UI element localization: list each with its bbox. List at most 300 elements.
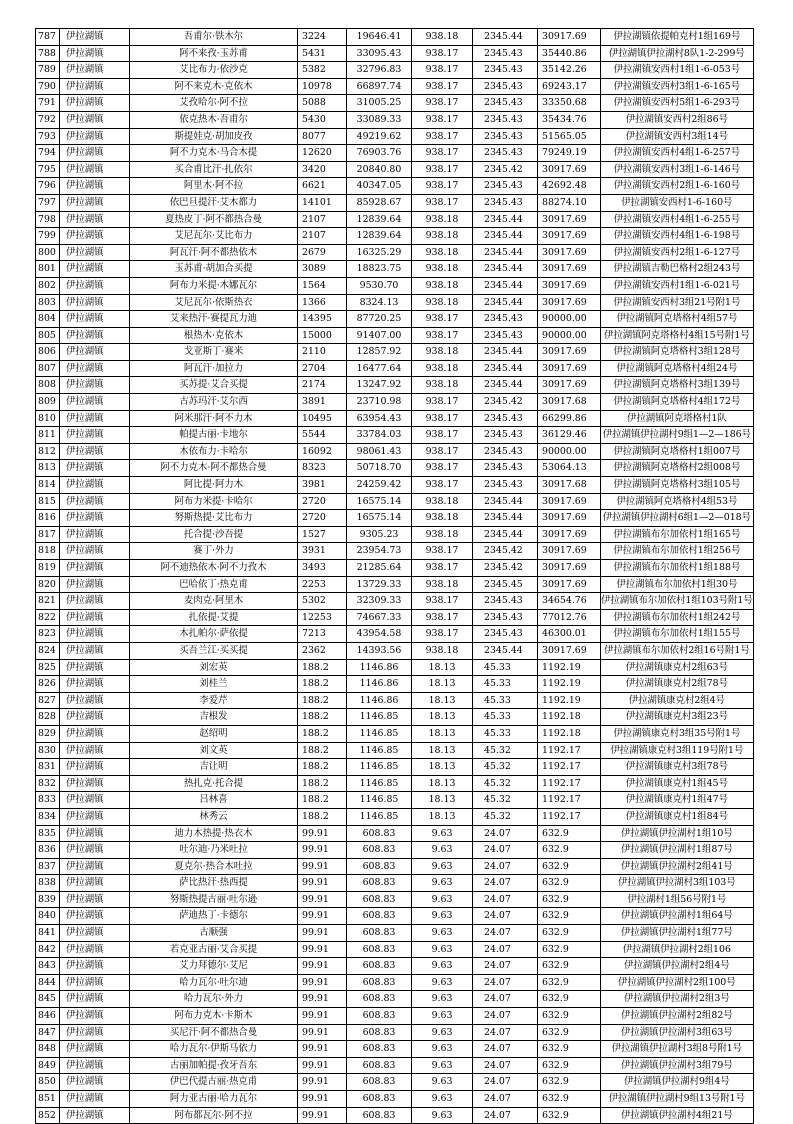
total-amount-cell: 30917.69 <box>538 493 601 510</box>
total-amount-cell: 30917.69 <box>538 244 601 261</box>
person-name-cell: 戈亚斯丁·赛米 <box>130 344 298 361</box>
table-row <box>36 45 754 62</box>
person-name-cell: 买合甫比汗·扎依尔 <box>130 161 298 178</box>
address-cell: 伊拉湖镇伊拉湖村3组8号附1号 <box>601 1041 754 1058</box>
person-name-cell: 古苏玛汗·艾尔西 <box>130 394 298 411</box>
row-number-cell: 815 <box>36 493 60 510</box>
town-name-cell: 伊拉湖镇 <box>60 742 130 759</box>
amount-3-cell: 2345.42 <box>473 161 538 178</box>
row-number-cell: 838 <box>36 875 60 892</box>
amount-2-cell: 938.17 <box>412 161 473 178</box>
total-amount-cell: 77012.76 <box>538 609 601 626</box>
total-amount-cell: 34654.76 <box>538 593 601 610</box>
area-value-cell: 188.2 <box>298 792 347 809</box>
amount-3-cell: 2345.44 <box>473 294 538 311</box>
total-amount-cell: 632.9 <box>538 958 601 975</box>
amount-1-cell: 74667.33 <box>347 609 412 626</box>
area-value-cell: 188.2 <box>298 742 347 759</box>
amount-1-cell: 98061.43 <box>347 443 412 460</box>
amount-2-cell: 938.17 <box>412 62 473 79</box>
amount-1-cell: 608.83 <box>347 925 412 942</box>
person-name-cell: 艾孜哈尔·阿不拉 <box>130 95 298 112</box>
area-value-cell: 3891 <box>298 394 347 411</box>
table-row <box>36 792 754 809</box>
area-value-cell: 2720 <box>298 493 347 510</box>
table-row <box>36 244 754 261</box>
amount-3-cell: 45.33 <box>473 692 538 709</box>
row-number-cell: 808 <box>36 377 60 394</box>
person-name-cell: 萨迪热丁·卡德尔 <box>130 908 298 925</box>
total-amount-cell: 30917.68 <box>538 477 601 494</box>
row-number-cell: 793 <box>36 128 60 145</box>
town-name-cell: 伊拉湖镇 <box>60 676 130 693</box>
row-number-cell: 827 <box>36 692 60 709</box>
amount-2-cell: 9.63 <box>412 974 473 991</box>
amount-3-cell: 2345.44 <box>473 29 538 46</box>
table-row <box>36 576 754 593</box>
amount-1-cell: 608.83 <box>347 891 412 908</box>
area-value-cell: 1366 <box>298 294 347 311</box>
area-value-cell: 12620 <box>298 145 347 162</box>
table-row <box>36 443 754 460</box>
address-cell: 伊拉湖镇安西村4组1-6-257号 <box>601 145 754 162</box>
area-value-cell: 188.2 <box>298 775 347 792</box>
area-value-cell: 10978 <box>298 78 347 95</box>
amount-2-cell: 938.17 <box>412 394 473 411</box>
person-name-cell: 根热木·克依木 <box>130 327 298 344</box>
amount-2-cell: 18.13 <box>412 659 473 676</box>
address-cell: 伊拉湖镇布尔加依村1组165号 <box>601 526 754 543</box>
amount-1-cell: 13729.33 <box>347 576 412 593</box>
amount-3-cell: 2345.44 <box>473 344 538 361</box>
table-row <box>36 128 754 145</box>
person-name-cell: 刘宏英 <box>130 659 298 676</box>
table-row <box>36 178 754 195</box>
address-cell: 伊拉湖镇伊拉湖村1组87号 <box>601 842 754 859</box>
amount-2-cell: 18.13 <box>412 759 473 776</box>
table-row <box>36 925 754 942</box>
row-number-cell: 819 <box>36 560 60 577</box>
row-number-cell: 791 <box>36 95 60 112</box>
address-cell: 伊拉湖镇康克村2组78号 <box>601 676 754 693</box>
table-row <box>36 228 754 245</box>
person-name-cell: 帕提古丽·卡地尔 <box>130 427 298 444</box>
person-name-cell: 阿不力克木·阿不都热合曼 <box>130 460 298 477</box>
row-number-cell: 841 <box>36 925 60 942</box>
area-value-cell: 15000 <box>298 327 347 344</box>
amount-2-cell: 938.18 <box>412 244 473 261</box>
amount-3-cell: 24.07 <box>473 1057 538 1074</box>
address-cell: 伊拉湖镇布尔加依村1组242号 <box>601 609 754 626</box>
table-row <box>36 327 754 344</box>
table-row <box>36 1074 754 1091</box>
person-name-cell: 若克亚古丽·艾合买提 <box>130 941 298 958</box>
amount-3-cell: 2345.43 <box>473 593 538 610</box>
amount-2-cell: 938.18 <box>412 29 473 46</box>
amount-2-cell: 938.17 <box>412 128 473 145</box>
amount-2-cell: 938.17 <box>412 311 473 328</box>
person-name-cell: 阿力亚古丽·哈力瓦尔 <box>130 1091 298 1108</box>
amount-2-cell: 9.63 <box>412 842 473 859</box>
amount-2-cell: 18.13 <box>412 725 473 742</box>
table-row <box>36 78 754 95</box>
area-value-cell: 2679 <box>298 244 347 261</box>
table-row <box>36 858 754 875</box>
row-number-cell: 818 <box>36 543 60 560</box>
table-row <box>36 842 754 859</box>
area-value-cell: 188.2 <box>298 808 347 825</box>
person-name-cell: 阿不来孜·玉苏甫 <box>130 45 298 62</box>
total-amount-cell: 30917.69 <box>538 510 601 527</box>
total-amount-cell: 632.9 <box>538 974 601 991</box>
total-amount-cell: 51565.05 <box>538 128 601 145</box>
amount-2-cell: 9.63 <box>412 941 473 958</box>
amount-2-cell: 938.18 <box>412 211 473 228</box>
row-number-cell: 828 <box>36 709 60 726</box>
town-name-cell: 伊拉湖镇 <box>60 311 130 328</box>
row-number-cell: 840 <box>36 908 60 925</box>
area-value-cell: 188.2 <box>298 725 347 742</box>
table-row <box>36 477 754 494</box>
table-row <box>36 460 754 477</box>
amount-3-cell: 2345.43 <box>473 78 538 95</box>
address-cell: 伊拉湖镇安西村3组21号附1号 <box>601 294 754 311</box>
amount-3-cell: 45.33 <box>473 725 538 742</box>
person-name-cell: 吾甫尔·铁木尔 <box>130 29 298 46</box>
amount-3-cell: 2345.45 <box>473 576 538 593</box>
amount-2-cell: 938.17 <box>412 95 473 112</box>
amount-3-cell: 45.33 <box>473 676 538 693</box>
table-row <box>36 742 754 759</box>
address-cell: 伊拉湖镇伊拉湖村3组79号 <box>601 1057 754 1074</box>
amount-3-cell: 24.07 <box>473 858 538 875</box>
amount-3-cell: 2345.44 <box>473 228 538 245</box>
table-row <box>36 344 754 361</box>
table-row <box>36 1057 754 1074</box>
person-name-cell: 林秀云 <box>130 808 298 825</box>
total-amount-cell: 632.9 <box>538 875 601 892</box>
area-value-cell: 99.91 <box>298 891 347 908</box>
amount-1-cell: 19646.41 <box>347 29 412 46</box>
person-name-cell: 赵绍明 <box>130 725 298 742</box>
amount-2-cell: 938.17 <box>412 543 473 560</box>
amount-3-cell: 2345.43 <box>473 95 538 112</box>
amount-1-cell: 608.83 <box>347 1024 412 1041</box>
person-name-cell: 阿布力米提·木娜瓦尔 <box>130 277 298 294</box>
total-amount-cell: 632.9 <box>538 1091 601 1108</box>
amount-1-cell: 33784.03 <box>347 427 412 444</box>
town-name-cell: 伊拉湖镇 <box>60 808 130 825</box>
table-row <box>36 311 754 328</box>
amount-2-cell: 9.63 <box>412 891 473 908</box>
total-amount-cell: 1192.18 <box>538 725 601 742</box>
area-value-cell: 5431 <box>298 45 347 62</box>
amount-2-cell: 18.13 <box>412 676 473 693</box>
person-name-cell: 阿里木·阿不拉 <box>130 178 298 195</box>
amount-1-cell: 33089.33 <box>347 111 412 128</box>
town-name-cell: 伊拉湖镇 <box>60 1057 130 1074</box>
total-amount-cell: 30917.69 <box>538 526 601 543</box>
row-number-cell: 825 <box>36 659 60 676</box>
amount-2-cell: 9.63 <box>412 1074 473 1091</box>
amount-1-cell: 8324.13 <box>347 294 412 311</box>
person-name-cell: 斯提娃克·胡加皮孜 <box>130 128 298 145</box>
town-name-cell: 伊拉湖镇 <box>60 211 130 228</box>
person-name-cell: 阿布力米提·卡哈尔 <box>130 493 298 510</box>
area-value-cell: 1564 <box>298 277 347 294</box>
total-amount-cell: 30917.69 <box>538 576 601 593</box>
town-name-cell: 伊拉湖镇 <box>60 360 130 377</box>
total-amount-cell: 632.9 <box>538 908 601 925</box>
area-value-cell: 99.91 <box>298 1107 347 1124</box>
person-name-cell: 热扎克·托合提 <box>130 775 298 792</box>
amount-1-cell: 33095.43 <box>347 45 412 62</box>
total-amount-cell: 42692.48 <box>538 178 601 195</box>
amount-2-cell: 9.63 <box>412 825 473 842</box>
area-value-cell: 3420 <box>298 161 347 178</box>
table-row <box>36 377 754 394</box>
amount-1-cell: 21285.64 <box>347 560 412 577</box>
table-row <box>36 775 754 792</box>
town-name-cell: 伊拉湖镇 <box>60 161 130 178</box>
address-cell: 伊拉湖镇安西村2组1-6-127号 <box>601 244 754 261</box>
amount-1-cell: 20840.80 <box>347 161 412 178</box>
total-amount-cell: 632.9 <box>538 1041 601 1058</box>
town-name-cell: 伊拉湖镇 <box>60 477 130 494</box>
table-row <box>36 493 754 510</box>
town-name-cell: 伊拉湖镇 <box>60 576 130 593</box>
amount-3-cell: 45.32 <box>473 742 538 759</box>
total-amount-cell: 46300.01 <box>538 626 601 643</box>
area-value-cell: 2362 <box>298 642 347 659</box>
area-value-cell: 3493 <box>298 560 347 577</box>
row-number-cell: 810 <box>36 410 60 427</box>
table-row <box>36 1091 754 1108</box>
total-amount-cell: 30917.69 <box>538 344 601 361</box>
table-row <box>36 759 754 776</box>
person-name-cell: 阿瓦汗·阿不都热依木 <box>130 244 298 261</box>
row-number-cell: 852 <box>36 1107 60 1124</box>
town-name-cell: 伊拉湖镇 <box>60 842 130 859</box>
address-cell: 伊拉湖镇依提帕克村1组169号 <box>601 29 754 46</box>
amount-3-cell: 2345.44 <box>473 510 538 527</box>
area-value-cell: 99.91 <box>298 842 347 859</box>
person-name-cell: 吐尔迪·乃米吐拉 <box>130 842 298 859</box>
table-row <box>36 360 754 377</box>
row-number-cell: 842 <box>36 941 60 958</box>
area-value-cell: 3224 <box>298 29 347 46</box>
row-number-cell: 787 <box>36 29 60 46</box>
amount-1-cell: 50718.70 <box>347 460 412 477</box>
amount-3-cell: 2345.44 <box>473 244 538 261</box>
row-number-cell: 804 <box>36 311 60 328</box>
area-value-cell: 14101 <box>298 194 347 211</box>
amount-3-cell: 24.07 <box>473 842 538 859</box>
town-name-cell: 伊拉湖镇 <box>60 593 130 610</box>
row-number-cell: 799 <box>36 228 60 245</box>
total-amount-cell: 30917.69 <box>538 29 601 46</box>
town-name-cell: 伊拉湖镇 <box>60 659 130 676</box>
amount-3-cell: 2345.44 <box>473 277 538 294</box>
row-number-cell: 812 <box>36 443 60 460</box>
town-name-cell: 伊拉湖镇 <box>60 908 130 925</box>
person-name-cell: 扎依提·艾提 <box>130 609 298 626</box>
area-value-cell: 99.91 <box>298 958 347 975</box>
person-name-cell: 阿比提·阿力木 <box>130 477 298 494</box>
row-number-cell: 851 <box>36 1091 60 1108</box>
town-name-cell: 伊拉湖镇 <box>60 692 130 709</box>
address-cell: 伊拉湖镇布尔加依村1组103号附1号 <box>601 593 754 610</box>
address-cell: 伊拉湖镇安西村5组1-6-293号 <box>601 95 754 112</box>
amount-3-cell: 2345.42 <box>473 394 538 411</box>
town-name-cell: 伊拉湖镇 <box>60 327 130 344</box>
amount-1-cell: 14393.56 <box>347 642 412 659</box>
total-amount-cell: 30917.69 <box>538 543 601 560</box>
area-value-cell: 5430 <box>298 111 347 128</box>
amount-3-cell: 2345.43 <box>473 477 538 494</box>
address-cell: 伊拉湖镇伊拉湖村2组4号 <box>601 958 754 975</box>
amount-3-cell: 24.07 <box>473 891 538 908</box>
amount-3-cell: 2345.43 <box>473 327 538 344</box>
amount-3-cell: 45.33 <box>473 659 538 676</box>
amount-1-cell: 49219.62 <box>347 128 412 145</box>
amount-1-cell: 608.83 <box>347 941 412 958</box>
total-amount-cell: 30917.69 <box>538 277 601 294</box>
amount-3-cell: 24.07 <box>473 1041 538 1058</box>
amount-1-cell: 1146.85 <box>347 775 412 792</box>
address-cell: 伊拉湖镇伊拉湖村8队1-2-299号 <box>601 45 754 62</box>
town-name-cell: 伊拉湖镇 <box>60 526 130 543</box>
amount-2-cell: 18.13 <box>412 775 473 792</box>
total-amount-cell: 632.9 <box>538 858 601 875</box>
amount-2-cell: 938.17 <box>412 560 473 577</box>
amount-2-cell: 938.17 <box>412 460 473 477</box>
person-name-cell: 迪力木热提·热衣木 <box>130 825 298 842</box>
amount-2-cell: 9.63 <box>412 908 473 925</box>
amount-1-cell: 43954.58 <box>347 626 412 643</box>
town-name-cell: 伊拉湖镇 <box>60 95 130 112</box>
address-cell: 伊拉湖镇安西村4组1-6-255号 <box>601 211 754 228</box>
row-number-cell: 809 <box>36 394 60 411</box>
table-row <box>36 1008 754 1025</box>
person-name-cell: 阿不迪热依木·阿不力孜木 <box>130 560 298 577</box>
total-amount-cell: 30917.69 <box>538 642 601 659</box>
row-number-cell: 849 <box>36 1057 60 1074</box>
row-number-cell: 823 <box>36 626 60 643</box>
town-name-cell: 伊拉湖镇 <box>60 294 130 311</box>
amount-1-cell: 1146.86 <box>347 676 412 693</box>
table-row <box>36 908 754 925</box>
area-value-cell: 99.91 <box>298 1091 347 1108</box>
amount-1-cell: 18823.75 <box>347 261 412 278</box>
total-amount-cell: 53064.13 <box>538 460 601 477</box>
amount-3-cell: 24.07 <box>473 991 538 1008</box>
amount-1-cell: 608.83 <box>347 1074 412 1091</box>
town-name-cell: 伊拉湖镇 <box>60 493 130 510</box>
amount-3-cell: 45.32 <box>473 775 538 792</box>
table-row <box>36 626 754 643</box>
amount-2-cell: 18.13 <box>412 709 473 726</box>
town-name-cell: 伊拉湖镇 <box>60 925 130 942</box>
amount-3-cell: 24.07 <box>473 925 538 942</box>
table-row <box>36 974 754 991</box>
table-row <box>36 725 754 742</box>
person-name-cell: 托合提·沙吾提 <box>130 526 298 543</box>
total-amount-cell: 30917.69 <box>538 360 601 377</box>
person-name-cell: 古顺强 <box>130 925 298 942</box>
amount-3-cell: 2345.43 <box>473 311 538 328</box>
amount-2-cell: 938.18 <box>412 526 473 543</box>
row-number-cell: 816 <box>36 510 60 527</box>
total-amount-cell: 632.9 <box>538 1024 601 1041</box>
address-cell: 伊拉湖镇伊拉湖村4组21号 <box>601 1107 754 1124</box>
amount-1-cell: 13247.92 <box>347 377 412 394</box>
address-cell: 伊拉湖镇康克村2组4号 <box>601 692 754 709</box>
town-name-cell: 伊拉湖镇 <box>60 974 130 991</box>
town-name-cell: 伊拉湖镇 <box>60 244 130 261</box>
area-value-cell: 5544 <box>298 427 347 444</box>
area-value-cell: 8323 <box>298 460 347 477</box>
town-name-cell: 伊拉湖镇 <box>60 178 130 195</box>
total-amount-cell: 30917.69 <box>538 294 601 311</box>
area-value-cell: 3089 <box>298 261 347 278</box>
total-amount-cell: 30917.69 <box>538 377 601 394</box>
amount-1-cell: 12839.64 <box>347 211 412 228</box>
amount-3-cell: 2345.43 <box>473 626 538 643</box>
area-value-cell: 5088 <box>298 95 347 112</box>
table-row <box>36 593 754 610</box>
town-name-cell: 伊拉湖镇 <box>60 991 130 1008</box>
amount-3-cell: 2345.43 <box>473 128 538 145</box>
town-name-cell: 伊拉湖镇 <box>60 775 130 792</box>
person-name-cell: 艾来热汗·赛提瓦力迪 <box>130 311 298 328</box>
town-name-cell: 伊拉湖镇 <box>60 1008 130 1025</box>
amount-2-cell: 9.63 <box>412 1091 473 1108</box>
amount-1-cell: 12857.92 <box>347 344 412 361</box>
row-number-cell: 845 <box>36 991 60 1008</box>
person-name-cell: 阿不来克木·克依木 <box>130 78 298 95</box>
town-name-cell: 伊拉湖镇 <box>60 543 130 560</box>
total-amount-cell: 30917.69 <box>538 261 601 278</box>
amount-1-cell: 608.83 <box>347 875 412 892</box>
address-cell: 伊拉湖镇布尔加依村1组256号 <box>601 543 754 560</box>
area-value-cell: 99.91 <box>298 974 347 991</box>
amount-2-cell: 938.17 <box>412 45 473 62</box>
amount-1-cell: 608.83 <box>347 1008 412 1025</box>
amount-2-cell: 9.63 <box>412 1008 473 1025</box>
amount-3-cell: 2345.43 <box>473 410 538 427</box>
table-row <box>36 875 754 892</box>
table-row <box>36 427 754 444</box>
address-cell: 伊拉湖镇伊拉湖村2组3号 <box>601 991 754 1008</box>
town-name-cell: 伊拉湖镇 <box>60 1041 130 1058</box>
person-name-cell: 艾力拜德尔·艾尼 <box>130 958 298 975</box>
amount-1-cell: 32309.33 <box>347 593 412 610</box>
town-name-cell: 伊拉湖镇 <box>60 427 130 444</box>
amount-1-cell: 31005.25 <box>347 95 412 112</box>
person-name-cell: 木依布力·卡哈尔 <box>130 443 298 460</box>
total-amount-cell: 632.9 <box>538 925 601 942</box>
amount-3-cell: 2345.42 <box>473 543 538 560</box>
row-number-cell: 800 <box>36 244 60 261</box>
total-amount-cell: 1192.17 <box>538 792 601 809</box>
amount-1-cell: 16477.64 <box>347 360 412 377</box>
person-name-cell: 刘文英 <box>130 742 298 759</box>
amount-1-cell: 23710.98 <box>347 394 412 411</box>
total-amount-cell: 1192.19 <box>538 659 601 676</box>
amount-2-cell: 938.17 <box>412 111 473 128</box>
amount-1-cell: 9530.70 <box>347 277 412 294</box>
